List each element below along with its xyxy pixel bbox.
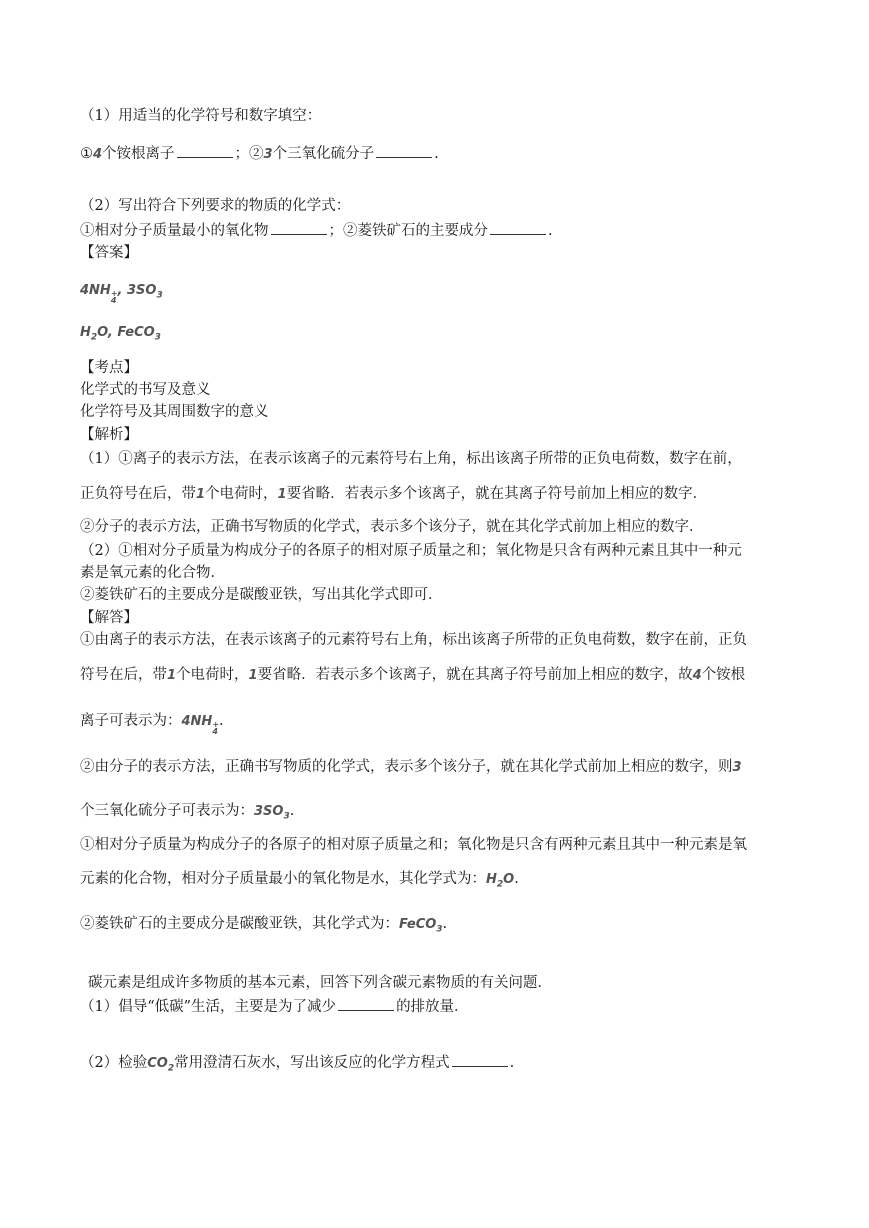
jieda-text: 离子可表示为：4NH + 4 . xyxy=(80,713,224,736)
number-3: 3 xyxy=(263,147,273,162)
formula-feco3: FeCO$_3$ xyxy=(399,917,443,935)
formula-feco3: FeCO$_3$ xyxy=(117,325,161,343)
kaodian-item: 化学符号及其周围数字的意义 xyxy=(80,404,269,420)
jiexi-text: （1）①离子的表示方法，在表示该离子的元素符号右上角，标出该离子所带的正负电荷数，数字在前， xyxy=(80,451,742,467)
jieda-text: 个三氧化硫分子可表示为：$3SO_3$. xyxy=(80,803,295,822)
jieda-text: ②菱铁矿石的主要成分是碳酸亚铁，其化学式为：FeCO$_3$. xyxy=(80,916,448,935)
jiexi-text: ②菱铁矿石的主要成分是碳酸亚铁，写出其化学式即可． xyxy=(80,587,443,603)
kaodian-item: 化学式的书写及意义 xyxy=(80,382,211,398)
number-4: 4 xyxy=(93,147,103,162)
kaodian-heading: 【考点】 xyxy=(80,360,138,376)
answer-heading: 【答案】 xyxy=(80,245,138,261)
answer-line-2: $H_2O$, FeCO$_3$ xyxy=(80,325,161,343)
formula-ammonium: 4NH + 4 xyxy=(181,714,220,736)
answer-line-1: 4NH + 4 , $3SO_3$ xyxy=(80,283,163,305)
answer-blank xyxy=(271,220,327,235)
answer-blank xyxy=(490,220,546,235)
answer-blank xyxy=(452,1052,508,1067)
formula-so3: $3SO_3$ xyxy=(126,283,163,301)
answer-blank xyxy=(338,996,394,1011)
jieda-text: ②由分子的表示方法，正确书写物质的化学式，表示多个该分子，就在其化学式前加上相应的数字，则3 xyxy=(80,759,742,775)
q1-part1-title: （1）用适当的化学符号和数字填空： xyxy=(80,108,322,124)
answer-blank xyxy=(177,143,233,158)
jieda-text: ①由离子的表示方法，在表示该离子的元素符号右上角，标出该离子所带的正负电荷数，数字在前，正负 xyxy=(80,632,747,648)
formula-so3: $3SO_3$ xyxy=(254,804,290,822)
formula-water: $H_2O$ xyxy=(486,872,515,890)
q2-intro: 碳元素是组成许多物质的基本元素，回答下列含碳元素物质的有关问题． xyxy=(88,975,552,991)
jieda-heading: 【解答】 xyxy=(80,610,138,626)
q2-part1: （1）倡导“低碳”生活，主要是为了减少 的排放量． xyxy=(80,996,469,1017)
formula-co2: $CO_2$ xyxy=(147,1056,175,1074)
jieda-text: ①相对分子质量为构成分子的各原子的相对原子质量之和；氧化物是只含有两种元素且其中一种元素是氧 xyxy=(80,837,747,853)
jiexi-text: 素是氧元素的化合物． xyxy=(80,565,225,581)
q1-part2-line: ①相对分子质量最小的氧化物 ；②菱铁矿石的主要成分 . xyxy=(80,220,553,241)
jieda-text: 元素的化合物，相对分子质量最小的氧化物是水，其化学式为：$H_2O$. xyxy=(80,871,519,890)
q1-part1-line: ①4个铵根离子 ；②3个三氧化硫分子 . xyxy=(80,143,439,165)
jiexi-text: ②分子的表示方法，正确书写物质的化学式，表示多个该分子，就在其化学式前加上相应的数字． xyxy=(80,519,704,535)
formula-water: $H_2O$ xyxy=(80,325,108,343)
formula-ammonium: 4NH + 4 xyxy=(80,283,118,305)
jiexi-heading: 【解析】 xyxy=(80,427,138,443)
answer-blank xyxy=(376,143,432,158)
jiexi-text: （2）①相对分子质量为构成分子的各原子的相对原子质量之和；氧化物是只含有两种元素且其中一种元 xyxy=(80,543,742,559)
q1-part2-title: （2）写出符合下列要求的物质的化学式： xyxy=(80,198,351,214)
q2-part2: （2）检验$CO_2$常用澄清石灰水，写出该反应的化学方程式 . xyxy=(80,1052,514,1079)
jieda-text: 符号在后，带1个电荷时，1要省略．若表示多个该离子，就在其离子符号前加上相应的数字，故4个铵根 xyxy=(80,667,746,683)
jiexi-text: 正负符号在后，带1个电荷时，1要省略．若表示多个该离子，就在其离子符号前加上相应的数字． xyxy=(80,486,708,502)
